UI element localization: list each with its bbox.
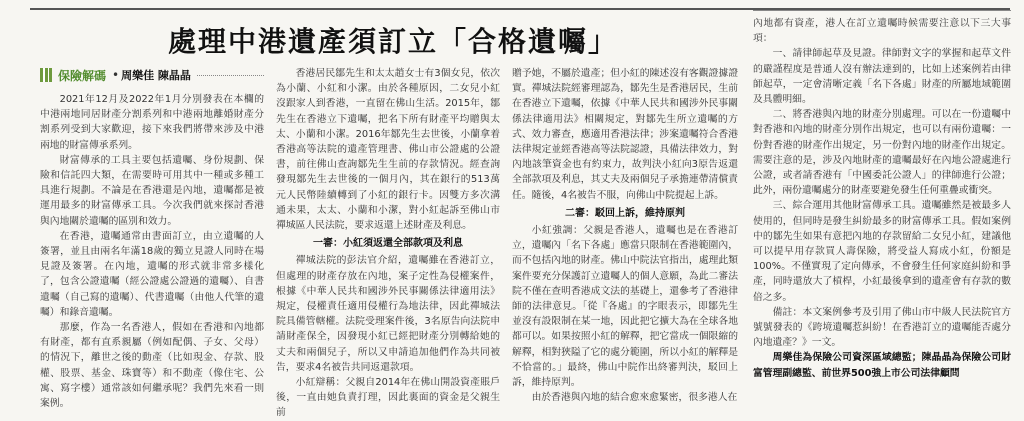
col2-para-1: 香港居民鄒先生和太太趙女士有3個女兒，依次為小蘭、小紅和小潔。由於各種原因，二女兒小紅沒跟家人到香港，一直留在佛山生活。2015年，鄒先生在香港立下遺囑，把名下所有財產平均贈與太太、小蘭和小潔。2016年鄒先生去世後，小蘭拿着香港高等法院的遺產管理書、佛山市公證處的公證書，前往佛山查詢鄒先生生前的存款情況。經查詢發現鄒先生去世後的一個月內，其在銀行的513萬元人民幣陸續轉到了小紅的銀行卡。因雙方多次溝通未果，太太、小蘭和小潔，對小紅起訴至佛山市禪城區人民法院，要求返還上述財產及利息。 — [276, 68, 500, 232]
byline-dotted-rule — [197, 75, 264, 76]
author-note: 周樂佳為保險公司資深區域總監；陳晶晶為保險公司財富管理副總監、前世界500強上市公司法律顧問 — [753, 352, 1011, 379]
column-1 — [40, 92, 264, 410]
column-bar-icon — [40, 68, 52, 82]
col1-para-4: 那麼，作為一名香港人，假如在香港和內地都有財產，都有直系親屬（例如配偶、子女、父母）的情況下，離世之後的動產（比如現金、存款、股權、股票、基金、珠寶等）和不動產（像住宅、公寓、寫字樓）通常該如何繼承呢？我們先來看一則案例。 — [40, 322, 264, 410]
col1-para-2: 財富傳承的工具主要包括遺囑、身份規劃、保險和信託四大類，在需要時可用其中一種或多種工具進行規劃。不論是在香港還是內地，遺囑都是被運用最多的財富傳承工具。今次我們就來探討香港與內地關於遺囑的區別和效力。 — [40, 154, 264, 227]
headline: 處理中港遺產須訂立「合格遺囑」 — [168, 25, 619, 58]
col4-para-3: 二、將香港與內地的財產分別處理。可以在一份遺囑中對香港和內地的財產分別作出規定，也可以有兩份遺囑：一份對香港的財產作出規定，另一份對內地的財產作出規定。需要注意的是，涉及內地財產的遺囑最好在內地公證處進行公證，或者請香港有「中國委託公證人」的律師進行公證；此外，兩份遺囑處分的財產要避免發生任何重疊或衝突。 — [753, 109, 1011, 197]
col1-para-3: 在香港，遺囑通常由書面訂立，由立遺囑的人簽署，並且由兩名年滿18歲的獨立見證人同時在場見證及簽署。在內地，遺囑的形式就非常多樣化了，包含公證遺囑（經公證處公證過的遺囑）、自書遺囑（自己寫的遺囑）、代書遺囑（由他人代筆的遺囑）和錄音遺囑。 — [40, 230, 264, 318]
col1-para-1: 2021年12月及2022年1月分別發表在本欄的中港兩地同居財產分割系列和中港兩地離婚財產分割系列受到大家歡迎，接下來我們將帶來涉及中港兩地的財富傳承系列。 — [40, 94, 264, 151]
col2-para-2: 禪城法院的彭法官介紹，遺囑雖在香港訂立，但處理的財產存放在內地，案子定性為侵權案件，根據《中華人民共和國涉外民事關係法律適用法》規定，侵權責任適用侵權行為地法律，因此禪城法院具備管轄權。法院受理案件後，3名原告向法院申請財產保全，因發現小紅已經把財產分別轉給她的丈夫和兩個兒子，所以又申請追加他們作為共同被告，要求4名被告共同返還款項。 — [276, 255, 500, 373]
right-rule — [753, 10, 1011, 11]
col3-para-2: 小紅強調：父親是香港人，遺囑也是在香港訂立，遺囑內「名下各處」應當只限制在香港範圍內，而不包括內地的財產。佛山中院法官指出，處理此類案件要充分保護訂立遺囑人的個人意願，為此二審法院不僅在查明香港成文法的基礎上，還參考了香港律師的法律意見。「從『各處』的字眼表示，即鄒先生並沒有設限制在某一地，因此把它擴大為在全球各地都可以。如果按照小紅的解釋，把它當成一個限縮的解釋，相對狹隘了它的處分範圍，所以小紅的解釋是不恰當的。」最終，佛山中院作出終審判決，駁回上訴，維持原判。 — [512, 225, 738, 389]
byline-dot: • — [112, 68, 120, 82]
col3-subhead: 二審：駁回上訴，維持原判 — [565, 207, 685, 219]
column-4 — [753, 16, 1011, 402]
col4-para-2: 一、請律師起草及見證。律師對文字的掌握和起草文件的嚴謹程度是普通人沒有辦法達到的，比如上述案例若由律師起草，一定會清晰定義「名下各處」財產的所屬地域範圍及具體明細。 — [753, 48, 1011, 106]
byline-authors: 周樂佳 陳晶晶 — [121, 69, 191, 82]
col3-para-1: 贈予她，不屬於遺產；但小紅的陳述沒有客觀證據證實。禪城法院經審理認為，鄒先生是香港居民，生前在香港立下遺囑，依據《中華人民共和國涉外民事關係法律適用法》相關規定，對鄒先生所立遺囑的方式、效力審查，應適用香港法律；涉案遺囑符合香港法律規定並經香港高等法院認證，具備法律效力，對內地該筆資金也有約束力，故判決小紅向3原告返還全部款項及利息，其丈夫及兩個兒子承擔連帶清償責任。隨後，4名被告不服，向佛山中院提起上訴。 — [512, 68, 738, 201]
column-brand: 保險解碼 — [58, 68, 107, 83]
col4-para-5: 備註：本文案例參考及引用了佛山市中級人民法院官方號號發表的《跨境遺囑惹糾紛！在香港訂立的遺囑能否處分內地遺產？》一文。 — [753, 306, 1011, 349]
col2-para-3: 小紅辯稱：父親自2014年在佛山開設資產賬戶後，一直由她負責打理，因此裏面的資金是父親生前 — [276, 377, 500, 419]
col4-para-1: 內地都有資產，港人在訂立遺囑時候需要注意以下三大事項： — [753, 18, 1011, 45]
col4-para-4: 三、綜合運用其他財富傳承工具。遺囑雖然是被最多人使用的，但同時是發生糾紛最多的財富傳承工具。假如案例中的鄒先生如果有意把內地的存款留給二女兒小紅，建議他可以提早用存款買人壽保險，將受益人寫成小紅，份額是100%。不僅實現了定向傳承，不會發生任何家庭糾紛和爭產，同時還放大了槓桿，小紅最後拿到的遺產會有存款的數倍之多。 — [753, 200, 1011, 303]
column-3 — [512, 66, 738, 404]
col2-subhead: 一審：小紅須返還全部款項及利息 — [313, 238, 463, 250]
col3-para-3: 由於香港與內地的結合愈來愈緊密，很多港人在 — [531, 392, 738, 404]
column-2 — [276, 66, 500, 419]
byline — [40, 66, 264, 84]
